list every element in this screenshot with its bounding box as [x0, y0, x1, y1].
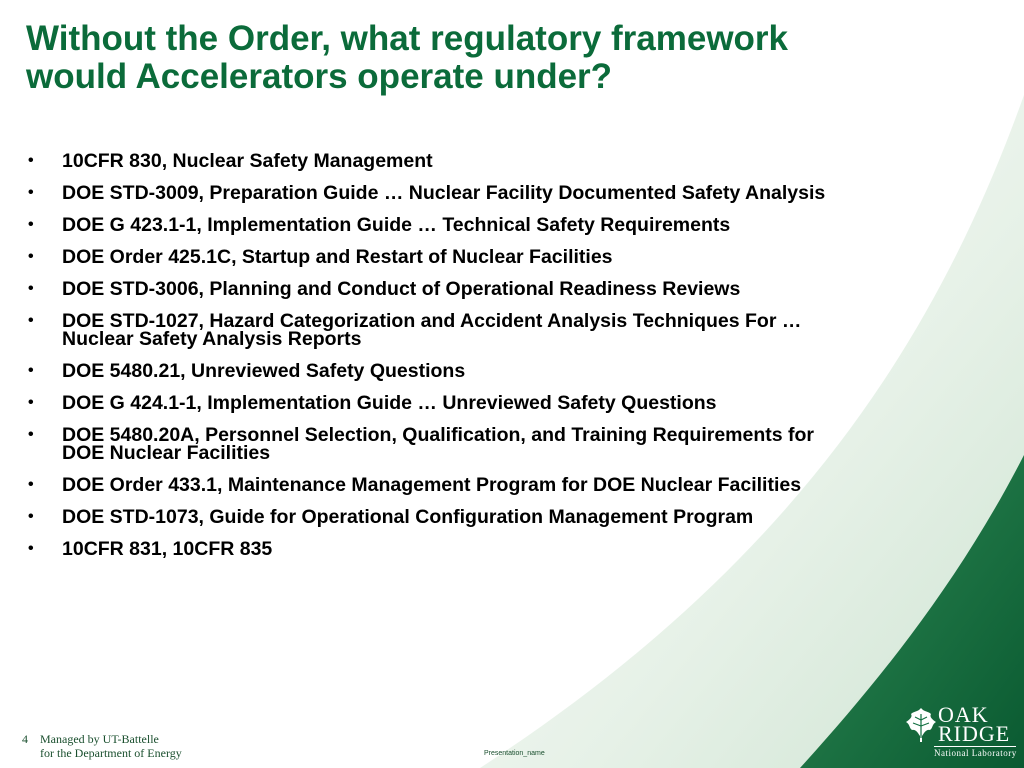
bullet-text: DOE Order 425.1C, Startup and Restart of Nuclear Facilities	[62, 246, 613, 268]
bullet-dot-icon: •	[28, 362, 34, 379]
bullet-item	[26, 184, 986, 202]
bullet-dot-icon: •	[28, 394, 34, 411]
managed-by-line: for the Department of Energy	[40, 746, 182, 760]
bullet-item	[26, 248, 986, 266]
bullet-item	[26, 280, 986, 298]
bullet-text: DOE STD-1027, Hazard Categorization and Accident Analysis Techniques For …	[62, 310, 802, 332]
title-line: would Accelerators operate under?	[26, 57, 613, 96]
bullet-item	[26, 476, 986, 494]
bullet-list	[26, 152, 986, 572]
bullet-text: DOE STD-3009, Preparation Guide … Nuclear Facility Documented Safety Analysis	[62, 182, 826, 204]
slide-title	[26, 20, 1006, 96]
logo-oak-text: OAK	[938, 702, 989, 727]
bullet-text: Nuclear Safety Analysis Reports	[62, 328, 362, 350]
bullet-text: DOE STD-1073, Guide for Operational Configuration Management Program	[62, 506, 754, 528]
bullet-dot-icon: •	[28, 152, 34, 169]
bullet-text: DOE Nuclear Facilities	[62, 442, 271, 464]
bullet-text: DOE 5480.21, Unreviewed Safety Questions	[62, 360, 466, 382]
bullet-item	[26, 540, 986, 558]
managed-by-text	[40, 732, 182, 760]
bullet-dot-icon: •	[28, 280, 34, 297]
bullet-text: DOE G 424.1-1, Implementation Guide … Unreviewed Safety Questions	[62, 392, 717, 414]
bullet-dot-icon: •	[28, 426, 34, 443]
bullet-dot-icon: •	[28, 216, 34, 233]
bullet-item	[26, 394, 986, 412]
bullet-item	[26, 152, 986, 170]
bullet-item	[26, 508, 986, 526]
bullet-item	[26, 312, 986, 348]
bullet-text: 10CFR 830, Nuclear Safety Management	[62, 150, 433, 172]
bullet-dot-icon: •	[28, 508, 34, 525]
bullet-item	[26, 426, 986, 462]
bullet-item	[26, 362, 986, 380]
bullet-dot-icon: •	[28, 476, 34, 493]
title-line: Without the Order, what regulatory framework	[26, 19, 789, 58]
bullet-text: DOE 5480.20A, Personnel Selection, Qualification, and Training Requirements for	[62, 424, 815, 446]
bullet-text: DOE STD-3006, Planning and Conduct of Operational Readiness Reviews	[62, 278, 741, 300]
logo-national-laboratory-text: National Laboratory	[934, 748, 1017, 758]
bullet-dot-icon: •	[28, 312, 34, 329]
bullet-text: DOE Order 433.1, Maintenance Management Program for DOE Nuclear Facilities	[62, 474, 802, 496]
logo-ridge-text: RIDGE	[938, 721, 1011, 746]
managed-by-line: Managed by UT-Battelle	[40, 732, 159, 746]
bullet-dot-icon: •	[28, 184, 34, 201]
bullet-dot-icon: •	[28, 540, 34, 557]
presentation-name: Presentation_name	[484, 750, 545, 757]
bullet-dot-icon: •	[28, 248, 34, 265]
logo-divider	[934, 746, 1016, 747]
leaf-icon	[904, 706, 938, 744]
bullet-text: 10CFR 831, 10CFR 835	[62, 538, 273, 560]
ornl-logo	[904, 704, 1020, 762]
bullet-text: DOE G 423.1-1, Implementation Guide … Technical Safety Requirements	[62, 214, 731, 236]
page-number: 4	[22, 732, 28, 746]
bullet-item	[26, 216, 986, 234]
